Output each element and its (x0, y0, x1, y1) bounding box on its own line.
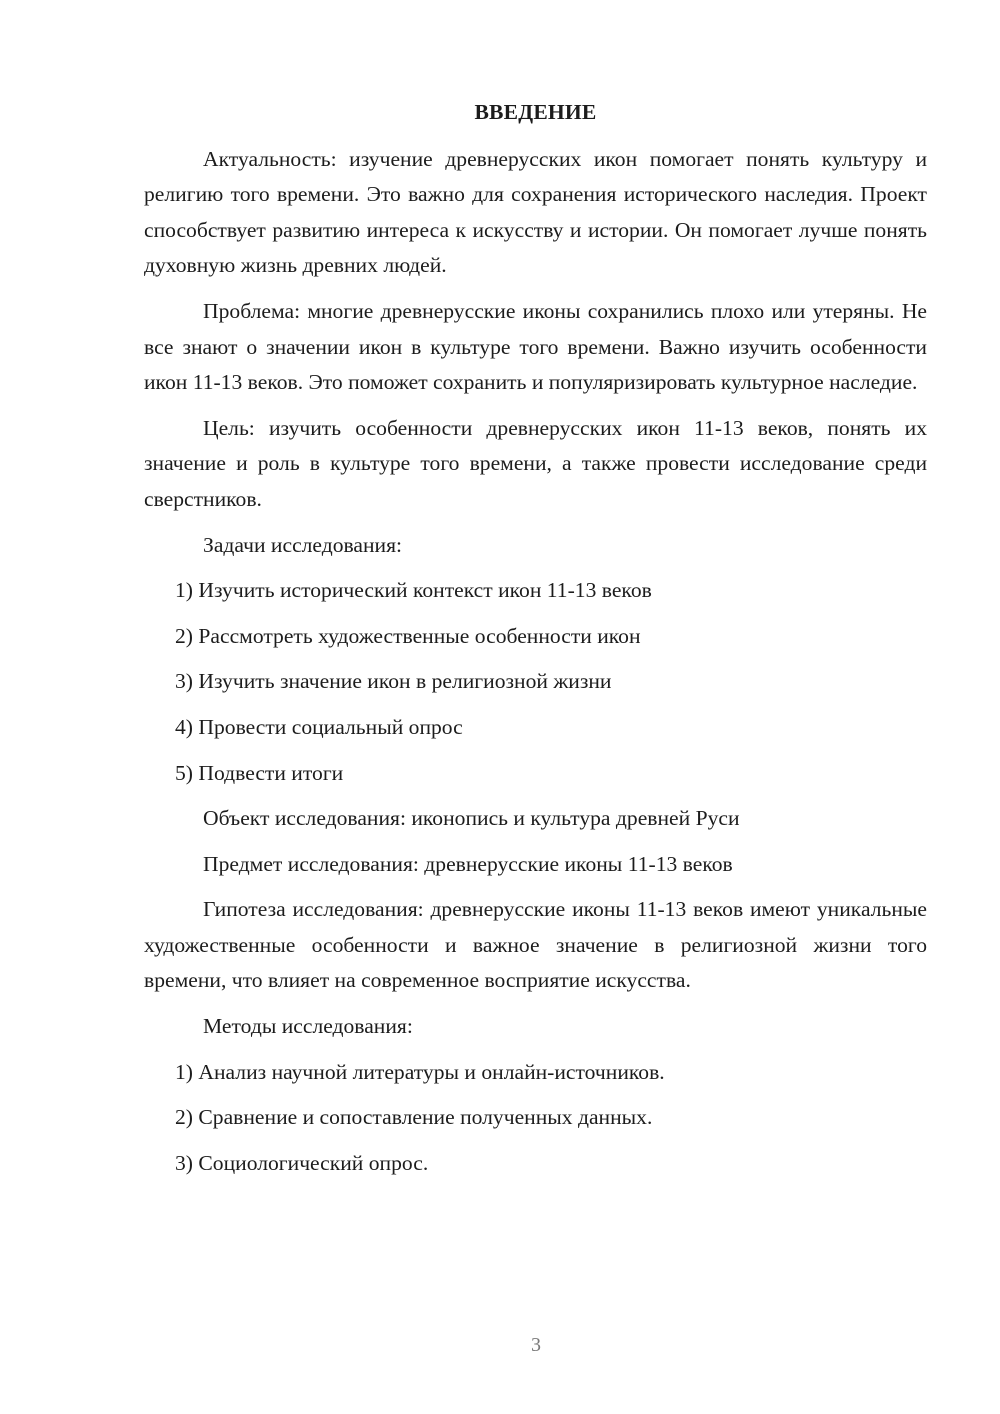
goal-paragraph: Цель: изучить особенности древнерусских икон 11-13 веков, понять их значение и роль в культуре того времени, а также провести исследование среди сверстников. (144, 415, 927, 511)
task-item: 5) Подвести итоги (175, 760, 344, 785)
task-item: 4) Провести социальный опрос (175, 714, 463, 739)
method-item: 3) Социологический опрос. (175, 1150, 429, 1175)
method-item: 1) Анализ научной литературы и онлайн-источников. (175, 1059, 665, 1084)
research-subject: Предмет исследования: древнерусские иконы 11-13 веков (203, 851, 733, 876)
relevance-paragraph: Актуальность: изучение древнерусских икон помогает понять культуру и религию того времени. Это важно для сохранения исторического наследия. Проект способствует развитию интереса к искусству и истории. Он помогает лучше понять духовную жизнь древних людей. (144, 146, 927, 278)
research-object: Объект исследования: иконопись и культура древней Руси (203, 806, 740, 831)
page-number: 3 (531, 1334, 541, 1356)
section-heading: ВВЕДЕНИЕ (474, 100, 597, 124)
task-item: 1) Изучить исторический контекст икон 11-13 веков (175, 578, 652, 603)
task-item: 3) Изучить значение икон в религиозной жизни (175, 669, 612, 694)
page-content (144, 95, 927, 1191)
methods-title: Методы исследования: (203, 1014, 413, 1039)
tasks-title: Задачи исследования: (203, 532, 403, 557)
method-item: 2) Сравнение и сопоставление полученных данных. (175, 1105, 653, 1130)
hypothesis-paragraph: Гипотеза исследования: древнерусские иконы 11-13 веков имеют уникальные художественные особенности и важное значение в религиозной жизни того времени, что влияет на современное восприятие искусства. (144, 897, 927, 993)
task-item: 2) Рассмотреть художественные особенности икон (175, 623, 641, 648)
problem-paragraph: Проблема: многие древнерусские иконы сохранились плохо или утеряны. Не все знают о значении икон в культуре того времени. Важно изучить особенности икон 11-13 веков. Это поможет сохранить и популяризировать культурное наследие. (144, 298, 927, 395)
